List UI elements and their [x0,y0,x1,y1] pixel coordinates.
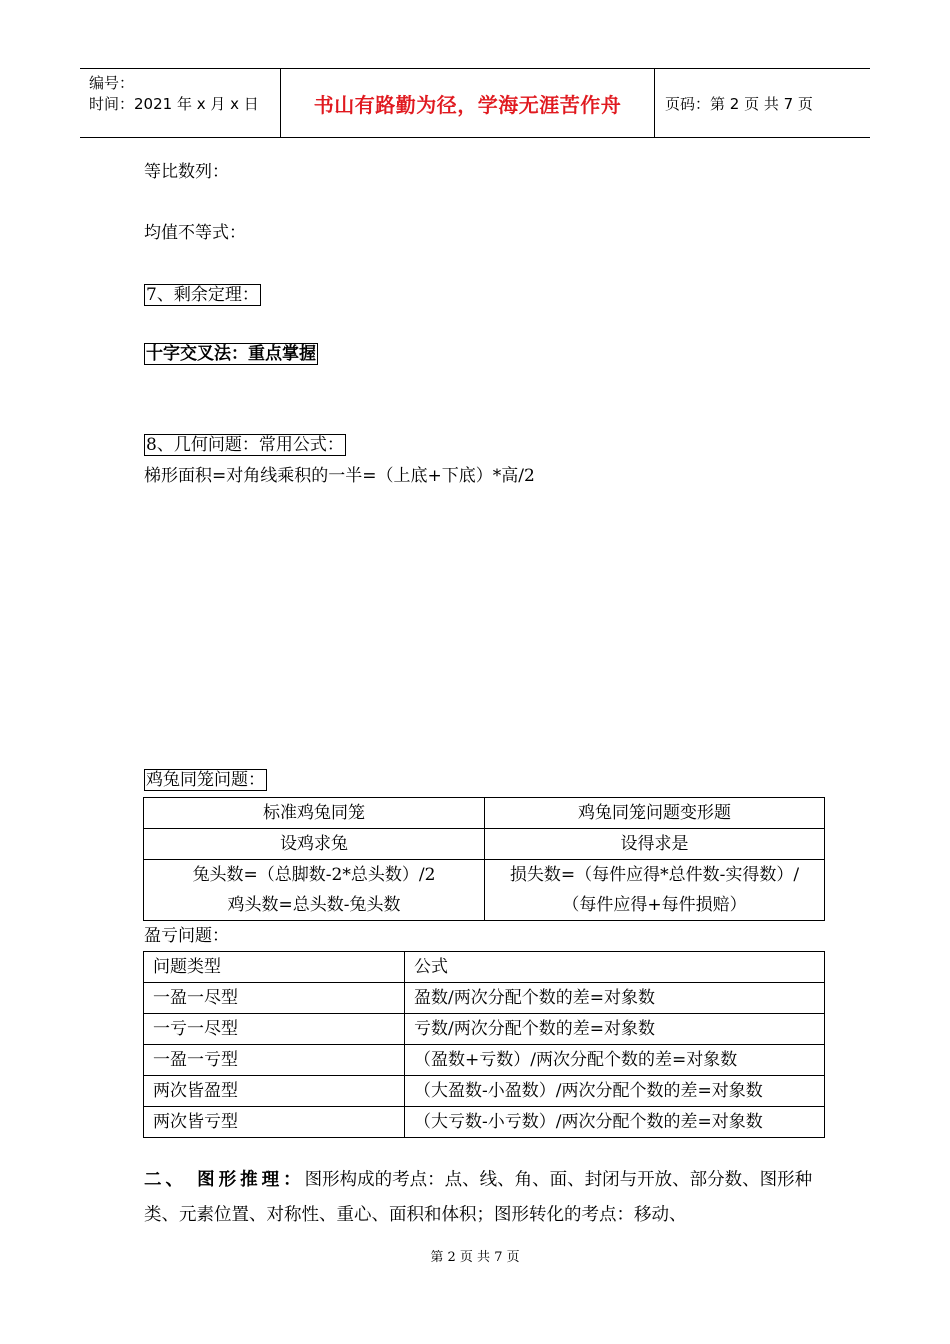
table-header-cell: 公式 [405,952,825,983]
table-cell: 一盈一尽型 [144,983,405,1014]
cross-method-heading: 十字交叉法：重点掌握 [146,344,316,364]
geometric-sequence-line: 等比数列： [144,162,229,182]
chicken-rabbit-table [143,797,825,921]
rabbit-formula: 兔头数=（总脚数-2*总头数）/2 [192,865,436,885]
table-cell: （盈数+亏数）/两次分配个数的差=对象数 [405,1045,825,1076]
mean-inequality-line: 均值不等式： [144,223,246,243]
table-cell: 两次皆亏型 [144,1107,405,1138]
table-row [144,1107,825,1138]
header-motto: 书山有路勤为径，学海无涯苦作舟 [281,69,655,137]
time-label: 时间：2021 年 x 月 x 日 [89,95,259,113]
header-meta [80,69,281,137]
table-cell: 亏数/两次分配个数的差=对象数 [405,1014,825,1045]
table-cell: 两次皆盈型 [144,1076,405,1107]
chicken-rabbit-heading: 鸡兔同笼问题： [146,770,265,790]
profit-loss-heading: 盈亏问题： [144,926,229,946]
table-header-cell: 问题类型 [144,952,405,983]
geometry-heading: 8、几何问题：常用公式： [146,435,344,455]
table-cell: 设鸡求兔 [144,829,485,860]
section-2-paragraph [144,1163,829,1233]
profit-loss-table [143,951,825,1138]
table-cell: 一亏一尽型 [144,1014,405,1045]
table-row [144,798,825,829]
trapezoid-formula: 梯形面积=对角线乘积的一半=（上底+下底）*高/2 [144,466,535,486]
table-row [144,1014,825,1045]
table-cell [144,860,485,921]
chicken-formula: 鸡头数=总头数-兔头数 [227,895,401,915]
table-cell: 一盈一亏型 [144,1045,405,1076]
table-cell [485,860,825,921]
table-cell: 盈数/两次分配个数的差=对象数 [405,983,825,1014]
loss-formula-line2: （每件应得+每件损赔） [562,895,747,915]
table-cell: （大盈数-小盈数）/两次分配个数的差=对象数 [405,1076,825,1107]
remainder-theorem-heading: 7、剩余定理： [146,285,259,305]
table-row [144,860,825,921]
number-label: 编号： [89,74,135,92]
table-row [144,1045,825,1076]
table-row [144,829,825,860]
table-cell: （大亏数-小亏数）/两次分配个数的差=对象数 [405,1107,825,1138]
table-cell: 设得求是 [485,829,825,860]
table-row [144,1076,825,1107]
section-2-heading: 二、 图形推理： [144,1170,305,1190]
table-row [144,952,825,983]
header-page-info: 页码：第 2 页 共 7 页 [665,94,813,113]
table-row [144,983,825,1014]
page-footer: 第 2 页 共 7 页 [430,1250,520,1265]
table-header-cell: 标准鸡兔同笼 [144,798,485,829]
page-header [80,68,870,138]
table-header-cell: 鸡兔同笼问题变形题 [485,798,825,829]
section-2-body: 图形构成的考点：点、线、角、面、封闭与开放、部分数、图形种类、元素位置、对称性、重心、面积和体积；图形转化的考点：移动、 [144,1170,813,1225]
loss-formula-line1: 损失数=（每件应得*总件数-实得数）/ [509,865,800,885]
